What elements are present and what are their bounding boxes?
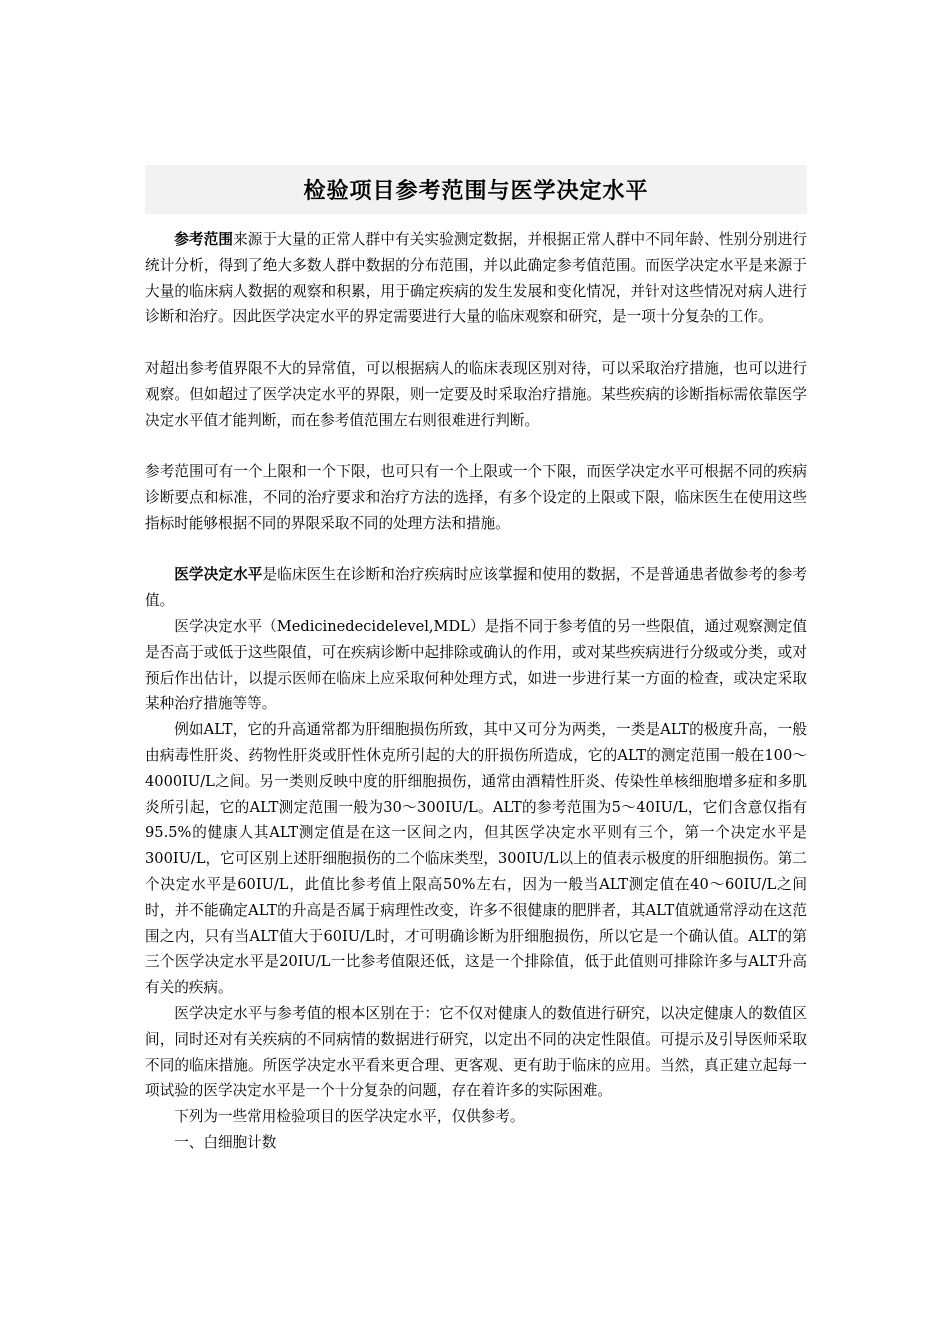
term-decision-level: 医学决定水平 bbox=[174, 566, 263, 584]
paragraph-gap bbox=[145, 537, 807, 563]
paragraph-text: 来源于大量的正常人群中有关实验测定数据，并根据正常人群中不同年龄、性别分别进行统计分析，得到了绝大多数人群中数据的分布范围，并以此确定参考值范围。而医学决定水平是来源于大量的临床病人数据的观察和积累，用于确定疾病的发生发展和变化情况，并针对这些情况对病人进行诊断和治疗。因此医学决定水平的界定需要进行大量的临床观察和研究，是一项十分复杂的工作。 bbox=[145, 231, 807, 326]
document-page bbox=[145, 165, 807, 1156]
paragraph-abnormal-values: 对超出参考值界限不大的异常值，可以根据病人的临床表现区别对待，可以采取治疗措施，也可以进行观察。但如超过了医学决定水平的界限，则一定要及时采取治疗措施。某些疾病的诊断指标需依靠医学决定水平值才能判断，而在参考值范围左右则很难进行判断。 bbox=[145, 359, 807, 429]
term-reference-range: 参考范围 bbox=[174, 231, 234, 248]
paragraph-limits: 参考范围可有一个上限和一个下限，也可只有一个上限或一个下限，而医学决定水平可根据不同的疾病诊断要点和标准，不同的治疗要求和治疗方法的选择，有多个设定的上限或下限，临床医生在使用这些指标时能够根据不同的界限采取不同的处理方法和措施。 bbox=[145, 463, 807, 532]
paragraph-decision-level bbox=[145, 562, 807, 614]
title-band bbox=[145, 165, 807, 214]
paragraph-gap bbox=[145, 433, 807, 459]
document-body bbox=[145, 227, 807, 1156]
paragraph-reference-range bbox=[145, 227, 807, 330]
paragraph-difference: 医学决定水平与参考值的根本区别在于：它不仅对健康人的数值进行研究，以决定健康人的数值区间，同时还对有关疾病的不同病情的数据进行研究，以定出不同的决定性限值。可提示及引导医师采取不同的临床措施。所医学决定水平看来更合理、更客观、更有助于临床的应用。当然，真正建立起每一项试验的医学决定水平是一个十分复杂的问题，存在着许多的实际困难。 bbox=[145, 1004, 807, 1100]
paragraph-mdl-definition: 医学决定水平（Medicinedecidelevel,MDL）是指不同于参考值的另一些限值，通过观察测定值是否高于或低于这些限值，可在疾病诊断中起排除或确认的作用，或对某些疾病进行分级或分类，或对预后作出估计，以提示医师在临床上应采取何种处理方式，如进一步进行某一方面的检查，或决定采取某种治疗措施等等。 bbox=[145, 617, 807, 713]
document-title: 检验项目参考范围与医学决定水平 bbox=[303, 179, 649, 204]
paragraph-gap bbox=[145, 330, 807, 356]
paragraph-text: 是临床医生在诊断和治疗疾病时应该掌握和使用的数据，不是普通患者做参考的参考值。 bbox=[145, 566, 807, 610]
paragraph-list-intro: 下列为一些常用检验项目的医学决定水平，仅供参考。 bbox=[174, 1108, 525, 1126]
paragraph-alt-example: 例如ALT，它的升高通常都为肝细胞损伤所致，其中又可分为两类，一类是ALT的极度升高，一般由病毒性肝炎、药物性肝炎或肝性休克所引起的大的肝损伤所造成，它的ALT的测定范围一般在100～4000IU/L之间。另一类则反映中度的肝细胞损伤，通常由酒精性肝炎、传染性单核细胞增多症和多肌炎所引起，它的ALT测定范围一般为30～300IU/L。ALT的参考范围为5～40IU/L，它们含意仅指有95.5%的健康人其ALT测定值是在这一区间之内，但其医学决定水平则有三个，第一个决定水平是300IU/L，它可区别上述肝细胞损伤的二个临床类型，300IU/L以上的值表示极度的肝细胞损伤。第二个决定水平是60IU/L，此值比参考值上限高50%左右，因为一般当ALT测定值在40～60IU/L之间时，并不能确定ALT的升高是否属于病理性改变，许多不很健康的肥胖者，其ALT值就通常浮动在这范围之内，只有当ALT值大于60IU/L时，才可明确诊断为肝细胞损伤，所以它是一个确认值。ALT的第三个医学决定水平是20IU/L一比参考值限还低，这是一个排除值，低于此值则可排除许多与ALT升高有关的疾病。 bbox=[145, 721, 807, 997]
section-heading-wbc: 一、白细胞计数 bbox=[174, 1133, 277, 1151]
